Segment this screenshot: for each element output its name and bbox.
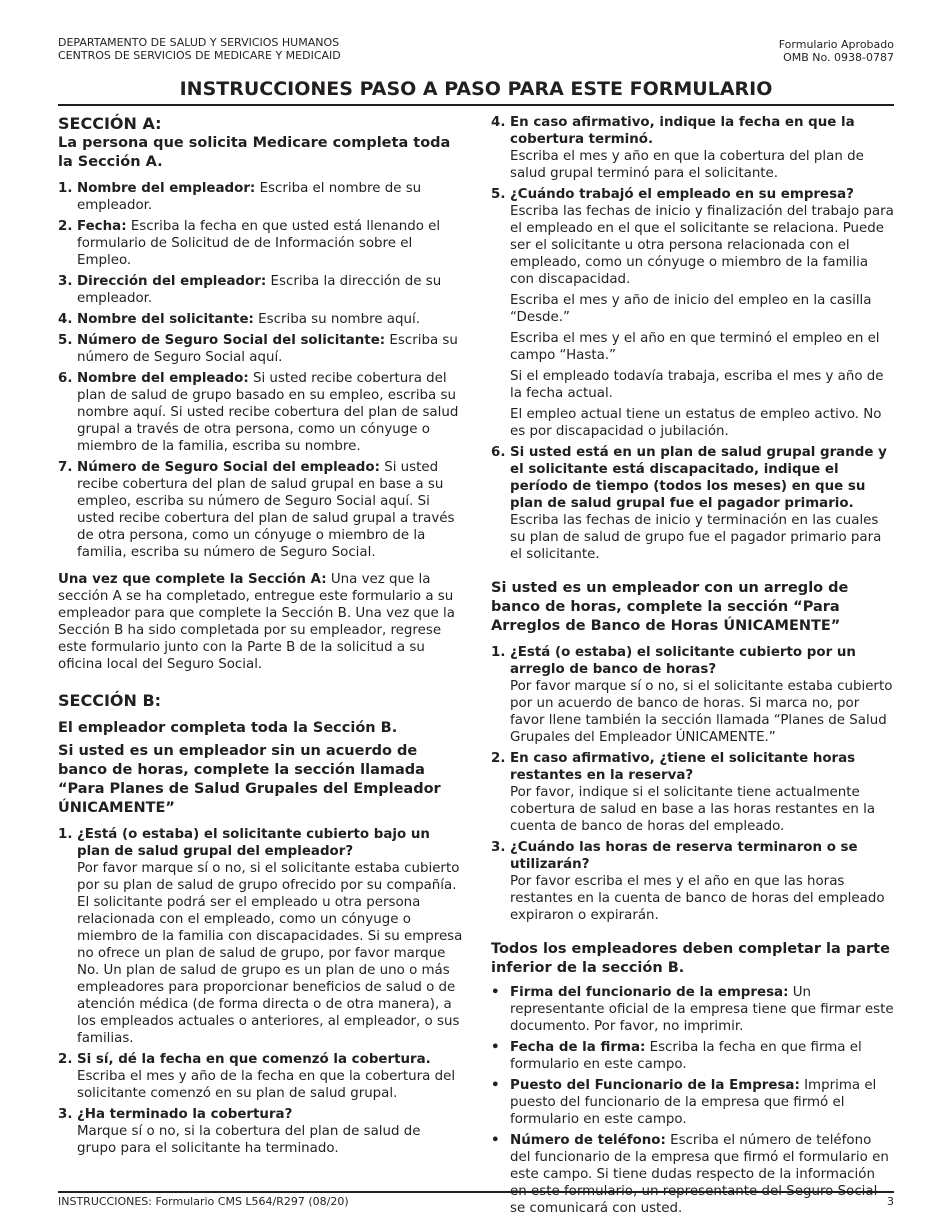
agency-header xyxy=(58,37,341,62)
item-label: Si usted está en un plan de salud grupal grande y el solicitante está discapacitado, indique el período de tiempo (todos los meses) en que su plan de salud grupal fue el pagador primario. xyxy=(510,445,887,511)
approval-header xyxy=(779,39,894,64)
list-item xyxy=(58,332,463,366)
item-text: Si usted recibe cobertura del plan de salud grupal en base a su empleo, escriba su número de Seguro Social aquí. Si usted recibe cobertura del plan de salud grupal a través de otra persona, como un cónyuge o miembro de la familia, escriba su número de Seguro Social. xyxy=(77,460,455,560)
bullet-icon: • xyxy=(491,1133,500,1148)
item-number: 1. xyxy=(58,181,73,196)
list-item xyxy=(491,750,895,835)
item-label: Fecha de la firma: xyxy=(510,1040,646,1055)
item-number: 6. xyxy=(491,445,506,460)
item-number: 3. xyxy=(58,274,73,289)
list-item xyxy=(491,1039,895,1073)
list-item xyxy=(58,370,463,455)
item-note: El empleo actual tiene un estatus de empleo activo. No es por discapacidad o jubilación. xyxy=(510,407,882,439)
list-item xyxy=(58,180,463,214)
all-employers-list xyxy=(491,984,895,1217)
section-a-subheading: La persona que solicita Medicare completa toda la Sección A. xyxy=(58,135,451,170)
list-item xyxy=(491,839,895,924)
item-label: ¿Ha terminado la cobertura? xyxy=(77,1107,293,1122)
item-text: Escriba la dirección de su empleador. xyxy=(77,274,442,306)
section-b-subheading: El empleador completa toda la Sección B. xyxy=(58,720,398,736)
list-item xyxy=(491,644,895,746)
section-a-heading: SECCIÓN A: xyxy=(58,114,162,133)
bullet-icon: • xyxy=(491,1078,500,1093)
list-item xyxy=(491,1077,895,1128)
footer-form-id: INSTRUCCIONES: Formulario CMS L564/R297 (08/20) xyxy=(58,1195,349,1208)
page-title: INSTRUCCIONES PASO A PASO PARA ESTE FORMULARIO xyxy=(179,78,773,100)
footer-divider xyxy=(58,1191,894,1193)
item-number: 3. xyxy=(491,840,506,855)
list-item xyxy=(491,984,895,1035)
item-label: Dirección del empleador: xyxy=(77,274,267,289)
item-text: Imprima el puesto del funcionario de la empresa que firmó el formulario en este campo. xyxy=(510,1078,877,1127)
item-text: Escriba las fechas de inicio y terminación en las cuales su plan de salud de grupo fue el pagador primario para el solicitante. xyxy=(510,513,882,562)
list-item xyxy=(491,444,895,563)
item-text: Si usted recibe cobertura del plan de salud de grupo basado en su empleo, escriba su nombre aquí. Si usted recibe cobertura del plan de salud grupal a través de otra persona, como un cónyuge o miembro de la familia, escriba su nombre. xyxy=(77,371,459,454)
item-number: 4. xyxy=(491,115,506,130)
item-label: En caso afirmativo, indique la fecha en que la cobertura terminó. xyxy=(510,115,855,147)
item-label: ¿Cuándo trabajó el empleado en su empresa? xyxy=(510,187,854,202)
item-text: Escriba su nombre aquí. xyxy=(258,312,420,327)
item-label: Número de teléfono: xyxy=(510,1133,666,1148)
item-label: ¿Cuándo las horas de reserva terminaron o se utilizarán? xyxy=(510,840,858,872)
item-text: Escriba el nombre de su empleador. xyxy=(77,181,422,213)
bank-hours-list xyxy=(491,644,895,924)
omb-number: OMB No. 0938-0787 xyxy=(783,50,894,64)
item-text: Por favor, indique si el solicitante tiene actualmente cobertura de salud en base a las horas restantes en la cuenta de banco de horas del empleado. xyxy=(510,785,876,834)
agency-line-1: DEPARTAMENTO DE SALUD Y SERVICIOS HUMANOS xyxy=(58,36,340,49)
list-item xyxy=(58,218,463,269)
item-text: Escriba las fechas de inicio y finalización del trabajo para el empleado en el que el solicitante se relaciona. Puede ser el solicitante u otra persona relacionada con el empleado, como un cónyuge o miembro de la familia con discapacidad. xyxy=(510,204,894,287)
list-item xyxy=(58,311,463,328)
group-plan-list-right xyxy=(491,114,895,563)
item-note: Escriba el mes y el año en que terminó el empleo en el campo “Hasta.” xyxy=(510,331,880,363)
bullet-icon: • xyxy=(491,985,500,1000)
item-number: 2. xyxy=(58,1052,73,1067)
item-note: Escriba el mes y año de inicio del empleo en la casilla “Desde.” xyxy=(510,293,872,325)
list-item xyxy=(491,1132,895,1217)
left-column xyxy=(58,114,463,1161)
group-plan-heading: Si usted es un empleador sin un acuerdo de banco de horas, complete la sección llamada “Para Planes de Salud Grupales del Empleador ÚNICAMENTE” xyxy=(58,743,441,816)
item-number: 1. xyxy=(58,827,73,842)
list-item xyxy=(491,186,895,440)
agency-line-2: CENTROS DE SERVICIOS DE MEDICARE Y MEDICAID xyxy=(58,48,341,62)
item-text: Escriba el mes y año en que la cobertura del plan de salud grupal terminó para el solicitante. xyxy=(510,149,864,181)
bullet-icon: • xyxy=(491,1040,500,1055)
item-label: Nombre del solicitante: xyxy=(77,312,254,327)
item-number: 3. xyxy=(58,1107,73,1122)
list-item xyxy=(491,114,895,182)
title-divider xyxy=(58,104,894,106)
section-a-list xyxy=(58,180,463,561)
completion-text: Una vez que la sección A se ha completado, entregue este formulario a su empleador para que complete la Sección B. Una vez que la Sección B ha sido completada por su empleador, regrese este formulario junto con la Parte B de la solicitud a su oficina local del Seguro Social. xyxy=(58,572,455,672)
item-text: Escriba la fecha en que firma el formulario en este campo. xyxy=(510,1040,862,1072)
list-item xyxy=(58,273,463,307)
list-item xyxy=(58,1051,463,1102)
item-number: 7. xyxy=(58,460,73,475)
item-text: Escriba la fecha en que usted está llenando el formulario de Solicitud de de Información sobre el Empleo. xyxy=(77,219,441,268)
item-text: Marque sí o no, si la cobertura del plan de salud de grupo para el solicitante ha terminado. xyxy=(77,1124,421,1156)
item-number: 4. xyxy=(58,312,73,327)
section-b-heading: SECCIÓN B: xyxy=(58,691,162,710)
item-text: Un representante oficial de la empresa tiene que firmar este documento. Por favor, no imprimir. xyxy=(510,985,894,1034)
item-text: Escriba su número de Seguro Social aquí. xyxy=(77,333,458,365)
item-text: Por favor marque sí o no, si el solicitante estaba cubierto por un acuerdo de banco de horas. Si marca no, por favor llene también la sección llamada “Planes de Salud Grupales del Empleador ÚNICAMENTE.” xyxy=(510,679,893,745)
item-label: ¿Está (o estaba) el solicitante cubierto bajo un plan de salud grupal del empleador? xyxy=(77,827,430,859)
list-item xyxy=(58,459,463,561)
item-text: Escriba el número de teléfono del funcionario de la empresa que firmó el formulario en este campo. Si tiene dudas respecto de la información en este formulario, un representante del Seguro Social se comunicará con usted. xyxy=(510,1133,889,1216)
page-number: 3 xyxy=(887,1195,894,1208)
item-number: 2. xyxy=(58,219,73,234)
item-note: Si el empleado todavía trabaja, escriba el mes y año de la fecha actual. xyxy=(510,369,884,401)
item-text: Por favor escriba el mes y el año en que las horas restantes en la cuenta de banco de horas del empleado expiraron o expirarán. xyxy=(510,874,885,923)
document-page xyxy=(58,0,894,1230)
group-plan-list-left xyxy=(58,826,463,1157)
item-label: ¿Está (o estaba) el solicitante cubierto por un arreglo de banco de horas? xyxy=(510,645,856,677)
item-label: Si sí, dé la fecha en que comenzó la cobertura. xyxy=(77,1052,431,1067)
item-label: Número de Seguro Social del solicitante: xyxy=(77,333,386,348)
section-a-completion-note xyxy=(58,571,463,673)
completion-label: Una vez que complete la Sección A: xyxy=(58,572,327,587)
bank-hours-heading: Si usted es un empleador con un arreglo de banco de horas, complete la sección “Para Arreglos de Banco de Horas ÚNICAMENTE” xyxy=(491,580,849,634)
list-item xyxy=(58,826,463,1047)
item-label: Firma del funcionario de la empresa: xyxy=(510,985,789,1000)
item-number: 5. xyxy=(491,187,506,202)
list-item xyxy=(58,1106,463,1157)
item-label: Número de Seguro Social del empleado: xyxy=(77,460,380,475)
item-number: 5. xyxy=(58,333,73,348)
right-column xyxy=(491,114,895,1221)
item-label: Puesto del Funcionario de la Empresa: xyxy=(510,1078,800,1093)
item-number: 6. xyxy=(58,371,73,386)
item-label: En caso afirmativo, ¿tiene el solicitante horas restantes en la reserva? xyxy=(510,751,856,783)
item-text: Escriba el mes y año de la fecha en que la cobertura del solicitante comenzó en su plan de salud grupal. xyxy=(77,1069,456,1101)
item-label: Nombre del empleado: xyxy=(77,371,249,386)
item-label: Fecha: xyxy=(77,219,127,234)
form-approved-label: Formulario Aprobado xyxy=(778,38,894,51)
item-number: 1. xyxy=(491,645,506,660)
item-number: 2. xyxy=(491,751,506,766)
item-label: Nombre del empleador: xyxy=(77,181,256,196)
all-employers-heading: Todos los empleadores deben completar la parte inferior de la sección B. xyxy=(491,941,890,976)
item-text: Por favor marque sí o no, si el solicitante estaba cubierto por su plan de salud de grupo ofrecido por su compañía. El solicitante podrá ser el empleado u otra persona relacionada con el empleado, como un cónyuge o miembro de la familia con discapacidades. Si su empresa no ofrece un plan de salud de grupo, por favor marque No. Un plan de salud de grupo es un plan de uno o más empleadores para proporcionar beneficios de salud o de atención médica (de forma directa o de otra manera), a los empleados actuales o anteriores, al empleador, o sus familias. xyxy=(77,861,463,1046)
